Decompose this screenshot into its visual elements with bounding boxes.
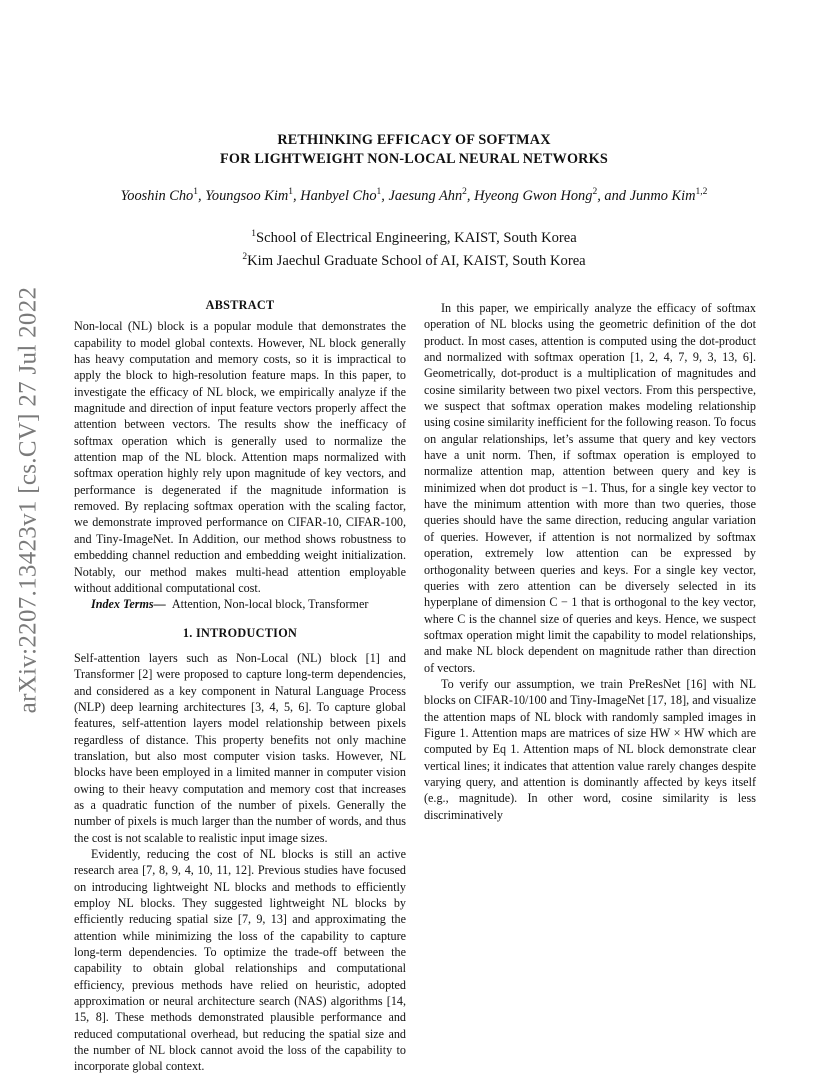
author: Jaesung Ahn$^2$, [388,187,475,204]
abstract-heading: ABSTRACT [205,298,275,312]
introduction-heading: 1. INTRODUCTION [182,625,298,640]
author: Youngsoo Kim$^1$, [205,187,301,204]
author: Hanbyel Cho$^1$, [300,187,389,204]
affiliations [0,225,828,271]
abstract-text: Non-local (NL) block is a popular module that demonstrates the capability to model global contexts. However, NL block generally has heavy computation and memory costs, so it is impractical to apply the block to high-resolution feature maps. In this paper, to investigate the efficacy of NL block, we empirically analyze if the magnitude and direction of input feature vectors properly affect the attention between vectors. The results show the inefficacy of softmax operation which is generally used to normalize the attention map of the NL block. Attention maps normalized with softmax operation highly rely upon magnitude of key vectors, and performance is degenerated if the magnitude information is removed. By replacing softmax operation with the scaling factor, we demonstrate improved performance on CIFAR-10, CIFAR-100, and Tiny-ImageNet. In Addition, our method shows robustness to embedding channel reduction and embedding weight initialization. Notably, our method makes multi-head attention employable without additional computational cost. [74,319,406,595]
intro-paragraph-3: In this paper, we empirically analyze the efficacy of softmax operation of NL blocks using the geometric definition of the dot product. In most cases, attention is computed using the dot-product and normalized with softmax operation [1, 2, 4, 7, 9, 3, 13, 6]. Geometrically, dot-product is a multiplication of magnitudes and cosine similarity between two pixel vectors. From this perspective, we suspect that softmax operation makes modeling relationship using cosine similarity inefficient for the following reason. To focus on angular relationships, let’s assume that query and key vectors have a unit norm. Then, if softmax operation is employed to normalize attention map, attention between query and key is minimized when dot product is −1. Thus, for a single key vector to have the minimum attention with more than two queries, those queries should have the same direction, reducing angular variation of queries. However, if attention is not normalized by softmax operation, extremely low attention can be expressed by orthogonality between queries and keys. For a single key vector, queries with zero attention can be diversely selected in its hyperplane of dimension C − 1 that is orthogonal to the key vector, where C is the channel size of queries and keys. Hence, we suspect softmax operation might limit the capability to model relationships, and make NL block dependent on magnitude rather than direction of vectors. [424,301,756,675]
index-terms-label: Index Terms— [91,597,166,612]
arxiv-identifier [8,286,48,714]
arxiv-identifier-text: arXiv:2207.13423v1 [cs.CV] 27 Jul 2022 [14,286,41,714]
index-terms [74,596,406,612]
right-column [424,300,756,823]
author-list [0,187,828,205]
affiliation-1: $^1$School of Electrical Engineering, KAIST, South Korea [251,229,577,246]
title-line-1: RETHINKING EFFICACY OF SOFTMAX [277,132,551,148]
index-terms-text: Attention, Non-local block, Transformer [171,597,369,612]
intro-paragraph-4: To verify our assumption, we train PreResNet [16] with NL blocks on CIFAR-10/100 and Tiny-ImageNet [17, 18], and visualize the attention maps of NL block with randomly sampled images in Figure 1. Attention maps are matrices of size HW × HW which are computed by Eq 1. Attention maps of NL block demonstrate clear vertical lines; it indicates that attention value rarely changes despite varying query, and attention is dominantly affected by keys itself (e.g., magnitude). In other word, cosine similarity is less discriminatively [424,676,756,822]
paper-title [0,131,828,169]
author: Hyeong Gwon Hong$^2$, and [474,187,630,204]
intro-paragraph-2: Evidently, reducing the cost of NL blocks is still an active research area [7, 8, 9, 4, 10, 11, 12]. Previous studies have focused on introducing lightweight NL blocks and methods to efficiently employ NL blocks. They suggested lightweight NL blocks by efficiently reducing spatial size [7, 9, 13] and approximating the attention while minimizing the loss of the capability to capture long-term dependencies. To optimize the trade-off between the capability to obtain global relationships and computational efficiency, previous methods have relied on heuristic, adopted approximation or neural architecture search (NAS) algorithms [14, 15, 8]. These methods demonstrated plausible performance and reduced computational overhead, but reducing the spatial size and the number of NL block cannot avoid the loss of the capability to incorporate global context. [74,847,406,1074]
intro-paragraph-1: Self-attention layers such as Non-Local (NL) block [1] and Transformer [2] were proposed to capture long-term dependencies, and considered as a key component in Natural Language Process (NLP) deep learning architectures [3, 4, 5, 6]. To capture global features, self-attention layers model relationship between pixels regardless of distance. This property benefits not only machine translation, but also most computer vision tasks. However, NL blocks have been employed in a limited manner in computer vision owing to their heavy computation and memory cost that increases as a quadratic function of the number of pixels. Generally the number of pixels is much larger than the number of words, and thus the cost is not scalable to realistic input image sizes. [74,650,406,845]
author: Yooshin Cho$^1$, [120,187,206,204]
affiliation-2: $^2$Kim Jaechul Graduate School of AI, KAIST, South Korea [242,251,586,269]
title-line-2: FOR LIGHTWEIGHT NON-LOCAL NEURAL NETWORKS [220,151,608,167]
author: Junmo Kim$^{1,2}$ [629,187,708,204]
left-column [74,297,406,1075]
